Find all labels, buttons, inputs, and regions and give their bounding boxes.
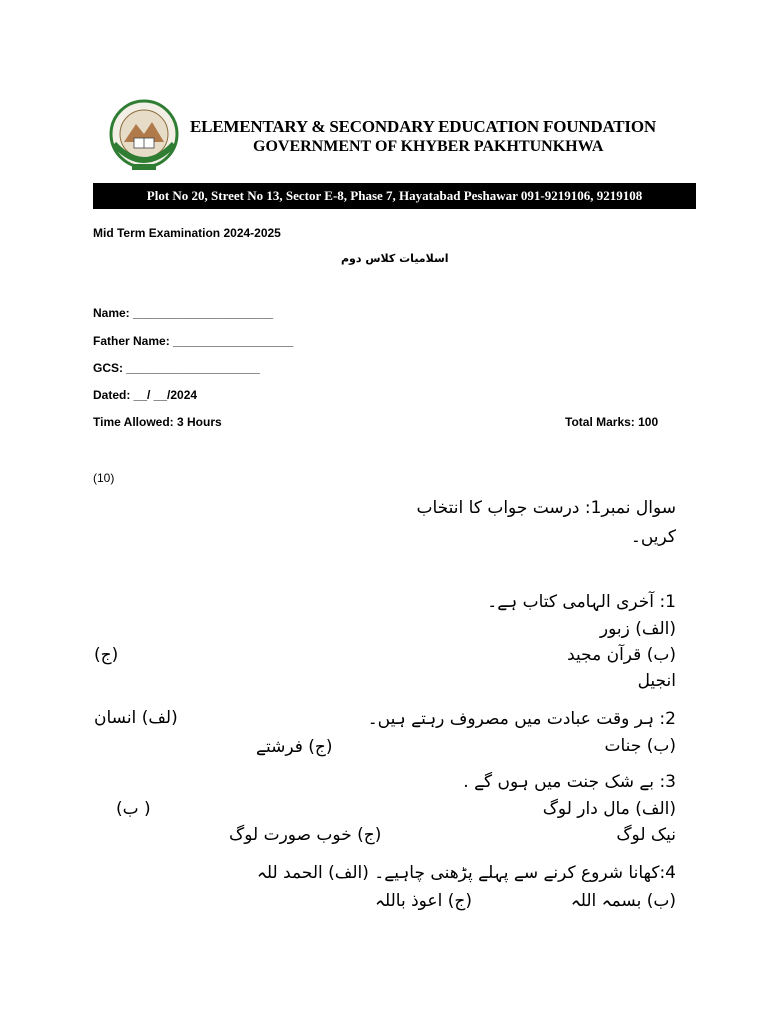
section-marks: (10) bbox=[93, 471, 115, 485]
foundation-logo bbox=[108, 98, 180, 174]
question-3-option-c: (ج) خوب صورت لوگ bbox=[229, 825, 382, 845]
name-field: Name: _____________________ bbox=[93, 306, 274, 320]
question-2-option-c: (ج) فرشتے bbox=[256, 737, 333, 757]
question-4-option-b: (ب) بسمہ اللہ bbox=[570, 891, 676, 911]
section-heading-line2: کریں۔ bbox=[630, 527, 676, 547]
question-1-stem: 1: آخری الہامی کتاب ہے۔ bbox=[487, 592, 676, 612]
total-marks: Total Marks: 100 bbox=[565, 415, 659, 429]
question-1-option-a: (الف) زبور bbox=[599, 619, 676, 639]
question-3-option-b-label: ( ب) bbox=[116, 799, 151, 819]
question-3-option-a: (الف) مال دار لوگ bbox=[542, 799, 676, 819]
subject-title: اسلامیات کلاس دوم bbox=[341, 252, 449, 265]
organization-subtitle: GOVERNMENT OF KHYBER PAKHTUNKHWA bbox=[253, 138, 604, 155]
address-bar: Plot No 20, Street No 13, Sector E-8, Phase 7, Hayatabad Peshawar 091-9219106, 9219108 bbox=[93, 183, 696, 209]
time-allowed: Time Allowed: 3 Hours bbox=[93, 415, 222, 429]
question-2-stem: 2: ہر وقت عبادت میں مصروف رہتے ہیں۔ bbox=[367, 709, 676, 729]
question-3-stem: 3: بے شک جنت میں ہوں گے . bbox=[463, 772, 676, 792]
section-heading-line1: سوال نمبر1: درست جواب کا انتخاب bbox=[416, 498, 676, 518]
dated-field: Dated: __/ __/2024 bbox=[93, 388, 198, 402]
question-2-option-b: (ب) جنات bbox=[604, 736, 676, 756]
question-4-option-c: (ج) اعوذ باللہ bbox=[375, 891, 472, 911]
question-1-option-b: (ب) قرآن مجید bbox=[567, 645, 676, 665]
gcs-field: GCS: ____________________ bbox=[93, 361, 260, 375]
question-1-option-c: انجیل bbox=[637, 671, 676, 691]
question-2-option-a: (لف) انسان bbox=[94, 708, 178, 728]
father-name-field: Father Name: __________________ bbox=[93, 334, 294, 348]
question-3-option-b: نیک لوگ bbox=[616, 825, 676, 845]
question-4-stem: 4:کھانا شروع کرنے سے پہلے پڑھنی چاہیے۔ (الف) الحمد للہ bbox=[256, 863, 676, 883]
exam-title: Mid Term Examination 2024-2025 bbox=[93, 226, 281, 240]
organization-title: ELEMENTARY & SECONDARY EDUCATION FOUNDATION bbox=[190, 117, 656, 136]
question-1-option-c-label: (ج) bbox=[94, 645, 119, 665]
